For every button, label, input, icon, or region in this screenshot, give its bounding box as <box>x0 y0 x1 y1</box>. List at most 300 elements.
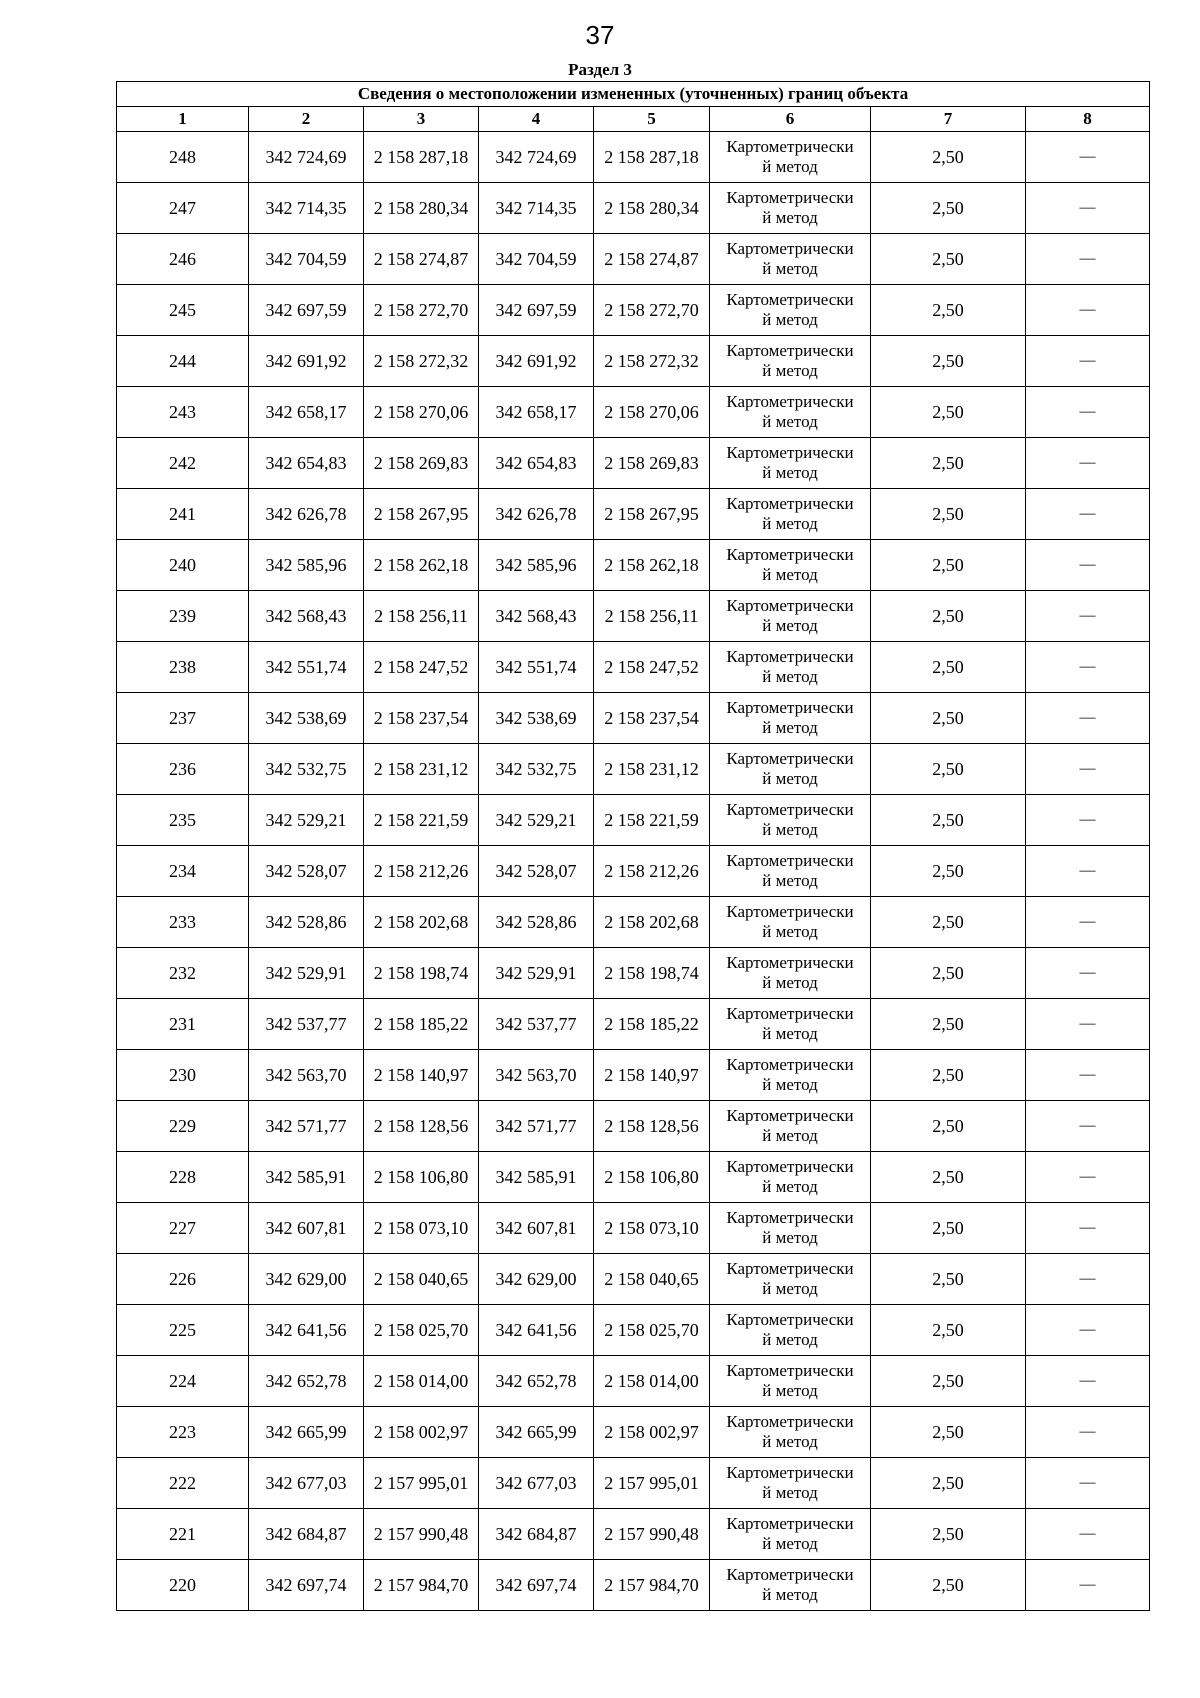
x-refined-cell: 342 528,86 <box>479 897 594 948</box>
precision-cell: 2,50 <box>871 693 1026 744</box>
method-line-1: Картометрически <box>726 596 854 615</box>
y-existing-cell: 2 158 128,56 <box>364 1101 479 1152</box>
y-existing-cell: 2 158 040,65 <box>364 1254 479 1305</box>
table-row <box>117 1254 1150 1305</box>
point-number-cell: 221 <box>117 1509 249 1560</box>
method-line-1: Картометрически <box>726 1055 854 1074</box>
section-title: Раздел 3 <box>568 60 632 79</box>
method-line-1: Картометрически <box>726 749 854 768</box>
y-existing-cell: 2 158 256,11 <box>364 591 479 642</box>
x-refined-cell: 342 563,70 <box>479 1050 594 1101</box>
note-cell: — <box>1026 438 1150 489</box>
x-existing-cell: 342 585,91 <box>249 1152 364 1203</box>
y-existing-cell: 2 158 140,97 <box>364 1050 479 1101</box>
method-cell <box>710 897 871 948</box>
y-refined-cell: 2 158 221,59 <box>594 795 710 846</box>
y-existing-cell: 2 158 185,22 <box>364 999 479 1050</box>
y-refined-cell: 2 158 231,12 <box>594 744 710 795</box>
method-line-2: й метод <box>762 616 818 635</box>
method-line-1: Картометрически <box>726 953 854 972</box>
method-line-2: й метод <box>762 310 818 329</box>
x-refined-cell: 342 585,96 <box>479 540 594 591</box>
table-row <box>117 1152 1150 1203</box>
note-cell: — <box>1026 897 1150 948</box>
note-cell: — <box>1026 387 1150 438</box>
method-cell <box>710 744 871 795</box>
method-line-1: Картометрически <box>726 1514 854 1533</box>
method-cell <box>710 1407 871 1458</box>
table-row <box>117 948 1150 999</box>
table-row <box>117 1458 1150 1509</box>
table-row <box>117 1509 1150 1560</box>
point-number-cell: 224 <box>117 1356 249 1407</box>
table-row <box>117 387 1150 438</box>
column-number: 8 <box>1026 107 1150 132</box>
method-line-1: Картометрически <box>726 1310 854 1329</box>
method-cell <box>710 948 871 999</box>
x-refined-cell: 342 691,92 <box>479 336 594 387</box>
table-caption-row <box>117 82 1150 107</box>
x-existing-cell: 342 704,59 <box>249 234 364 285</box>
x-existing-cell: 342 629,00 <box>249 1254 364 1305</box>
y-refined-cell: 2 158 106,80 <box>594 1152 710 1203</box>
column-number: 5 <box>594 107 710 132</box>
x-refined-cell: 342 537,77 <box>479 999 594 1050</box>
method-cell <box>710 1050 871 1101</box>
point-number-cell: 238 <box>117 642 249 693</box>
y-existing-cell: 2 158 272,70 <box>364 285 479 336</box>
precision-cell: 2,50 <box>871 1407 1026 1458</box>
y-refined-cell: 2 158 198,74 <box>594 948 710 999</box>
point-number-cell: 234 <box>117 846 249 897</box>
point-number-cell: 239 <box>117 591 249 642</box>
point-number-cell: 232 <box>117 948 249 999</box>
table-row <box>117 693 1150 744</box>
x-refined-cell: 342 551,74 <box>479 642 594 693</box>
precision-cell: 2,50 <box>871 1305 1026 1356</box>
y-existing-cell: 2 158 274,87 <box>364 234 479 285</box>
method-cell <box>710 234 871 285</box>
point-number-cell: 231 <box>117 999 249 1050</box>
method-cell <box>710 1509 871 1560</box>
note-cell: — <box>1026 1101 1150 1152</box>
y-refined-cell: 2 158 269,83 <box>594 438 710 489</box>
method-line-2: й метод <box>762 667 818 686</box>
table-row <box>117 438 1150 489</box>
y-refined-cell: 2 157 990,48 <box>594 1509 710 1560</box>
y-existing-cell: 2 158 014,00 <box>364 1356 479 1407</box>
note-cell: — <box>1026 1203 1150 1254</box>
precision-cell: 2,50 <box>871 1152 1026 1203</box>
precision-cell: 2,50 <box>871 795 1026 846</box>
method-cell <box>710 1305 871 1356</box>
x-existing-cell: 342 529,21 <box>249 795 364 846</box>
x-refined-cell: 342 538,69 <box>479 693 594 744</box>
method-line-2: й метод <box>762 820 818 839</box>
x-refined-cell: 342 724,69 <box>479 132 594 183</box>
y-refined-cell: 2 158 287,18 <box>594 132 710 183</box>
note-cell: — <box>1026 183 1150 234</box>
table-row <box>117 1101 1150 1152</box>
note-cell: — <box>1026 642 1150 693</box>
method-line-1: Картометрически <box>726 800 854 819</box>
y-refined-cell: 2 158 274,87 <box>594 234 710 285</box>
x-existing-cell: 342 537,77 <box>249 999 364 1050</box>
precision-cell: 2,50 <box>871 183 1026 234</box>
point-number-cell: 243 <box>117 387 249 438</box>
y-refined-cell: 2 158 247,52 <box>594 642 710 693</box>
point-number-cell: 222 <box>117 1458 249 1509</box>
method-line-2: й метод <box>762 1126 818 1145</box>
method-line-1: Картометрически <box>726 188 854 207</box>
y-refined-cell: 2 157 995,01 <box>594 1458 710 1509</box>
method-line-1: Картометрически <box>726 902 854 921</box>
note-cell: — <box>1026 285 1150 336</box>
y-refined-cell: 2 158 140,97 <box>594 1050 710 1101</box>
point-number-cell: 235 <box>117 795 249 846</box>
table-row <box>117 846 1150 897</box>
column-number: 4 <box>479 107 594 132</box>
y-refined-cell: 2 158 014,00 <box>594 1356 710 1407</box>
y-refined-cell: 2 158 272,32 <box>594 336 710 387</box>
table-row <box>117 1203 1150 1254</box>
x-existing-cell: 342 697,74 <box>249 1560 364 1611</box>
method-line-2: й метод <box>762 361 818 380</box>
method-line-2: й метод <box>762 973 818 992</box>
method-line-2: й метод <box>762 1279 818 1298</box>
precision-cell: 2,50 <box>871 1458 1026 1509</box>
page-number: 37 <box>585 20 615 50</box>
method-line-2: й метод <box>762 1330 818 1349</box>
x-existing-cell: 342 724,69 <box>249 132 364 183</box>
x-refined-cell: 342 626,78 <box>479 489 594 540</box>
y-refined-cell: 2 158 237,54 <box>594 693 710 744</box>
point-number-cell: 244 <box>117 336 249 387</box>
table-row <box>117 183 1150 234</box>
method-cell <box>710 285 871 336</box>
y-refined-cell: 2 158 202,68 <box>594 897 710 948</box>
method-line-2: й метод <box>762 1228 818 1247</box>
method-line-1: Картометрически <box>726 1157 854 1176</box>
y-refined-cell: 2 158 002,97 <box>594 1407 710 1458</box>
y-refined-cell: 2 158 212,26 <box>594 846 710 897</box>
y-refined-cell: 2 158 073,10 <box>594 1203 710 1254</box>
x-refined-cell: 342 571,77 <box>479 1101 594 1152</box>
method-line-1: Картометрически <box>726 1106 854 1125</box>
x-existing-cell: 342 684,87 <box>249 1509 364 1560</box>
x-existing-cell: 342 568,43 <box>249 591 364 642</box>
x-refined-cell: 342 529,21 <box>479 795 594 846</box>
y-refined-cell: 2 158 267,95 <box>594 489 710 540</box>
table-body <box>117 132 1150 1611</box>
method-cell <box>710 540 871 591</box>
point-number-cell: 226 <box>117 1254 249 1305</box>
note-cell: — <box>1026 1305 1150 1356</box>
precision-cell: 2,50 <box>871 1203 1026 1254</box>
precision-cell: 2,50 <box>871 234 1026 285</box>
note-cell: — <box>1026 1356 1150 1407</box>
method-cell <box>710 489 871 540</box>
method-cell <box>710 387 871 438</box>
x-refined-cell: 342 714,35 <box>479 183 594 234</box>
x-existing-cell: 342 677,03 <box>249 1458 364 1509</box>
x-refined-cell: 342 568,43 <box>479 591 594 642</box>
y-refined-cell: 2 157 984,70 <box>594 1560 710 1611</box>
table-row <box>117 897 1150 948</box>
note-cell: — <box>1026 1560 1150 1611</box>
point-number-cell: 227 <box>117 1203 249 1254</box>
x-existing-cell: 342 691,92 <box>249 336 364 387</box>
table-row <box>117 1050 1150 1101</box>
precision-cell: 2,50 <box>871 1560 1026 1611</box>
method-line-2: й метод <box>762 769 818 788</box>
x-refined-cell: 342 704,59 <box>479 234 594 285</box>
y-refined-cell: 2 158 040,65 <box>594 1254 710 1305</box>
method-line-1: Картометрически <box>726 341 854 360</box>
y-existing-cell: 2 158 272,32 <box>364 336 479 387</box>
precision-cell: 2,50 <box>871 132 1026 183</box>
point-number-cell: 223 <box>117 1407 249 1458</box>
point-number-cell: 233 <box>117 897 249 948</box>
method-line-1: Картометрически <box>726 1208 854 1227</box>
precision-cell: 2,50 <box>871 948 1026 999</box>
table-row <box>117 132 1150 183</box>
column-number: 3 <box>364 107 479 132</box>
method-line-2: й метод <box>762 208 818 227</box>
method-line-1: Картометрически <box>726 239 854 258</box>
method-line-2: й метод <box>762 157 818 176</box>
x-refined-cell: 342 528,07 <box>479 846 594 897</box>
point-number-cell: 240 <box>117 540 249 591</box>
y-existing-cell: 2 158 267,95 <box>364 489 479 540</box>
column-number: 7 <box>871 107 1026 132</box>
table-row <box>117 642 1150 693</box>
point-number-cell: 248 <box>117 132 249 183</box>
method-cell <box>710 642 871 693</box>
method-line-2: й метод <box>762 1024 818 1043</box>
x-refined-cell: 342 641,56 <box>479 1305 594 1356</box>
x-existing-cell: 342 658,17 <box>249 387 364 438</box>
method-line-2: й метод <box>762 1534 818 1553</box>
precision-cell: 2,50 <box>871 999 1026 1050</box>
precision-cell: 2,50 <box>871 387 1026 438</box>
note-cell: — <box>1026 591 1150 642</box>
x-refined-cell: 342 665,99 <box>479 1407 594 1458</box>
column-number: 1 <box>117 107 249 132</box>
point-number-cell: 247 <box>117 183 249 234</box>
x-refined-cell: 342 529,91 <box>479 948 594 999</box>
method-line-1: Картометрически <box>726 1412 854 1431</box>
x-refined-cell: 342 629,00 <box>479 1254 594 1305</box>
note-cell: — <box>1026 999 1150 1050</box>
method-line-2: й метод <box>762 1075 818 1094</box>
y-existing-cell: 2 158 202,68 <box>364 897 479 948</box>
method-line-1: Картометрически <box>726 1565 854 1584</box>
x-existing-cell: 342 551,74 <box>249 642 364 693</box>
x-existing-cell: 342 607,81 <box>249 1203 364 1254</box>
x-existing-cell: 342 652,78 <box>249 1356 364 1407</box>
note-cell: — <box>1026 540 1150 591</box>
point-number-cell: 225 <box>117 1305 249 1356</box>
method-cell <box>710 591 871 642</box>
y-existing-cell: 2 158 002,97 <box>364 1407 479 1458</box>
y-refined-cell: 2 158 270,06 <box>594 387 710 438</box>
x-refined-cell: 342 677,03 <box>479 1458 594 1509</box>
precision-cell: 2,50 <box>871 591 1026 642</box>
precision-cell: 2,50 <box>871 897 1026 948</box>
x-refined-cell: 342 607,81 <box>479 1203 594 1254</box>
method-line-1: Картометрически <box>726 647 854 666</box>
point-number-cell: 229 <box>117 1101 249 1152</box>
table-caption: Сведения о местоположении измененных (уточненных) границ объекта <box>117 82 1150 107</box>
x-existing-cell: 342 528,86 <box>249 897 364 948</box>
x-existing-cell: 342 665,99 <box>249 1407 364 1458</box>
x-existing-cell: 342 626,78 <box>249 489 364 540</box>
x-existing-cell: 342 528,07 <box>249 846 364 897</box>
method-line-1: Картометрически <box>726 698 854 717</box>
method-line-2: й метод <box>762 565 818 584</box>
method-line-1: Картометрически <box>726 851 854 870</box>
y-existing-cell: 2 157 990,48 <box>364 1509 479 1560</box>
method-line-2: й метод <box>762 412 818 431</box>
y-existing-cell: 2 158 247,52 <box>364 642 479 693</box>
point-number-cell: 230 <box>117 1050 249 1101</box>
method-cell <box>710 1560 871 1611</box>
table-row <box>117 1305 1150 1356</box>
precision-cell: 2,50 <box>871 1509 1026 1560</box>
method-cell <box>710 693 871 744</box>
method-cell <box>710 1458 871 1509</box>
y-refined-cell: 2 158 185,22 <box>594 999 710 1050</box>
precision-cell: 2,50 <box>871 642 1026 693</box>
x-refined-cell: 342 532,75 <box>479 744 594 795</box>
table-row <box>117 591 1150 642</box>
method-line-2: й метод <box>762 1177 818 1196</box>
method-line-2: й метод <box>762 871 818 890</box>
method-cell <box>710 183 871 234</box>
y-existing-cell: 2 158 287,18 <box>364 132 479 183</box>
precision-cell: 2,50 <box>871 744 1026 795</box>
x-existing-cell: 342 714,35 <box>249 183 364 234</box>
x-existing-cell: 342 654,83 <box>249 438 364 489</box>
point-number-cell: 242 <box>117 438 249 489</box>
method-line-1: Картометрически <box>726 392 854 411</box>
method-cell <box>710 438 871 489</box>
point-number-cell: 236 <box>117 744 249 795</box>
x-refined-cell: 342 585,91 <box>479 1152 594 1203</box>
table-row <box>117 234 1150 285</box>
x-refined-cell: 342 654,83 <box>479 438 594 489</box>
y-refined-cell: 2 158 280,34 <box>594 183 710 234</box>
x-refined-cell: 342 697,74 <box>479 1560 594 1611</box>
method-cell <box>710 336 871 387</box>
y-existing-cell: 2 158 106,80 <box>364 1152 479 1203</box>
y-refined-cell: 2 158 272,70 <box>594 285 710 336</box>
method-line-1: Картометрически <box>726 494 854 513</box>
method-line-2: й метод <box>762 1432 818 1451</box>
y-existing-cell: 2 158 269,83 <box>364 438 479 489</box>
method-cell <box>710 1254 871 1305</box>
column-number-row <box>117 107 1150 132</box>
y-existing-cell: 2 158 270,06 <box>364 387 479 438</box>
y-refined-cell: 2 158 128,56 <box>594 1101 710 1152</box>
y-existing-cell: 2 157 995,01 <box>364 1458 479 1509</box>
method-line-1: Картометрически <box>726 137 854 156</box>
y-existing-cell: 2 158 231,12 <box>364 744 479 795</box>
method-line-1: Картометрически <box>726 1361 854 1380</box>
table-row <box>117 744 1150 795</box>
method-line-2: й метод <box>762 1585 818 1604</box>
method-cell <box>710 1101 871 1152</box>
point-number-cell: 237 <box>117 693 249 744</box>
precision-cell: 2,50 <box>871 540 1026 591</box>
method-line-2: й метод <box>762 922 818 941</box>
table-row <box>117 1356 1150 1407</box>
method-line-1: Картометрически <box>726 545 854 564</box>
y-existing-cell: 2 158 198,74 <box>364 948 479 999</box>
x-existing-cell: 342 529,91 <box>249 948 364 999</box>
table-row <box>117 1560 1150 1611</box>
x-refined-cell: 342 652,78 <box>479 1356 594 1407</box>
precision-cell: 2,50 <box>871 1254 1026 1305</box>
note-cell: — <box>1026 489 1150 540</box>
method-line-2: й метод <box>762 463 818 482</box>
y-refined-cell: 2 158 025,70 <box>594 1305 710 1356</box>
method-line-1: Картометрически <box>726 1004 854 1023</box>
table-row <box>117 285 1150 336</box>
x-existing-cell: 342 563,70 <box>249 1050 364 1101</box>
table-row <box>117 336 1150 387</box>
y-existing-cell: 2 158 073,10 <box>364 1203 479 1254</box>
method-line-1: Картометрически <box>726 1259 854 1278</box>
method-cell <box>710 1152 871 1203</box>
x-existing-cell: 342 585,96 <box>249 540 364 591</box>
y-existing-cell: 2 158 212,26 <box>364 846 479 897</box>
point-number-cell: 228 <box>117 1152 249 1203</box>
x-refined-cell: 342 658,17 <box>479 387 594 438</box>
table-row <box>117 795 1150 846</box>
x-existing-cell: 342 641,56 <box>249 1305 364 1356</box>
method-line-2: й метод <box>762 514 818 533</box>
x-refined-cell: 342 697,59 <box>479 285 594 336</box>
x-existing-cell: 342 532,75 <box>249 744 364 795</box>
y-existing-cell: 2 158 221,59 <box>364 795 479 846</box>
method-line-1: Картометрически <box>726 290 854 309</box>
method-cell <box>710 1356 871 1407</box>
precision-cell: 2,50 <box>871 336 1026 387</box>
table-row <box>117 1407 1150 1458</box>
point-number-cell: 241 <box>117 489 249 540</box>
method-line-2: й метод <box>762 1483 818 1502</box>
note-cell: — <box>1026 1407 1150 1458</box>
note-cell: — <box>1026 1050 1150 1101</box>
precision-cell: 2,50 <box>871 489 1026 540</box>
note-cell: — <box>1026 1458 1150 1509</box>
x-existing-cell: 342 571,77 <box>249 1101 364 1152</box>
y-existing-cell: 2 158 262,18 <box>364 540 479 591</box>
x-existing-cell: 342 538,69 <box>249 693 364 744</box>
note-cell: — <box>1026 336 1150 387</box>
note-cell: — <box>1026 1152 1150 1203</box>
method-line-1: Картометрически <box>726 1463 854 1482</box>
note-cell: — <box>1026 234 1150 285</box>
method-line-1: Картометрически <box>726 443 854 462</box>
x-existing-cell: 342 697,59 <box>249 285 364 336</box>
precision-cell: 2,50 <box>871 846 1026 897</box>
point-number-cell: 245 <box>117 285 249 336</box>
note-cell: — <box>1026 795 1150 846</box>
note-cell: — <box>1026 744 1150 795</box>
